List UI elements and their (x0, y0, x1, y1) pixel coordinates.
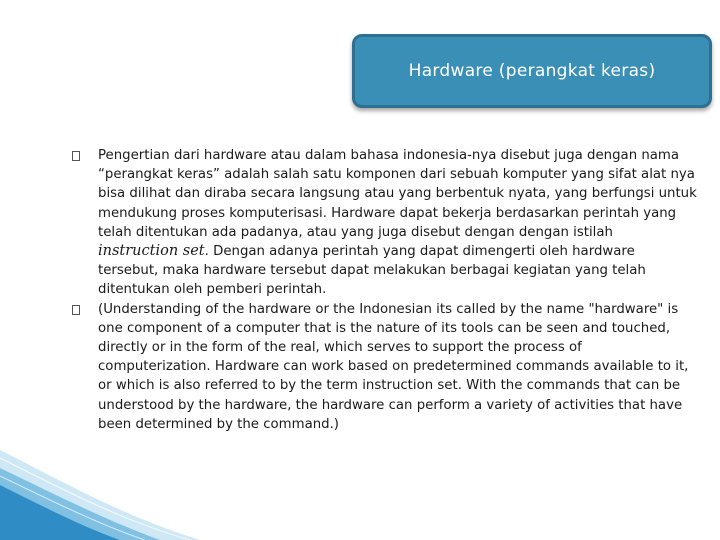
bullet-text-emphasis: instruction set (98, 243, 205, 260)
bullet-text-english: (Understanding of the hardware or the Indonesian its called by the name "hardware" is one component of a computer that is the nature of its tools can be seen and touched, directly or in the form of the real, which serves to support the process of computerization. Hardware can work based on predetermined commands available to it, or which is also referred to by the term instruction set. With the commands that can be understood by the hardware, the hardware can perform a variety of activities that have been determined by the command.) (98, 301, 689, 432)
title-box (352, 34, 712, 108)
slide-title: Hardware (perangkat keras) (408, 61, 656, 81)
square-bullet-icon (72, 305, 80, 315)
content-body (72, 146, 697, 434)
bullet-text-part-2: . Dengan adanya perintah yang dapat dimengerti oleh hardware tersebut, maka hardware tersebut dapat melakukan berbagai kegiatan yang telah ditentukan oleh pemberi perintah. (98, 244, 646, 298)
bullet-text-indonesian (90, 146, 697, 300)
square-bullet-icon (72, 151, 80, 161)
corner-wave-decoration (0, 440, 200, 540)
bullet-item-english (72, 300, 697, 434)
bullet-item-indonesian (72, 146, 697, 300)
bullet-text-part-1: Pengertian dari hardware atau dalam bahasa indonesia-nya disebut juga dengan nama “perangkat keras” adalah salah satu komponen dari sebuah komputer yang sifat alat nya bisa dilihat dan diraba secara langsung atau yang berbentuk nyata, yang berfungsi untuk mendukung proses komputerisasi. Hardware dapat bekerja berdasarkan perintah yang telah ditentukan ada padanya, atau yang juga disebut dengan dengan istilah (98, 148, 697, 240)
